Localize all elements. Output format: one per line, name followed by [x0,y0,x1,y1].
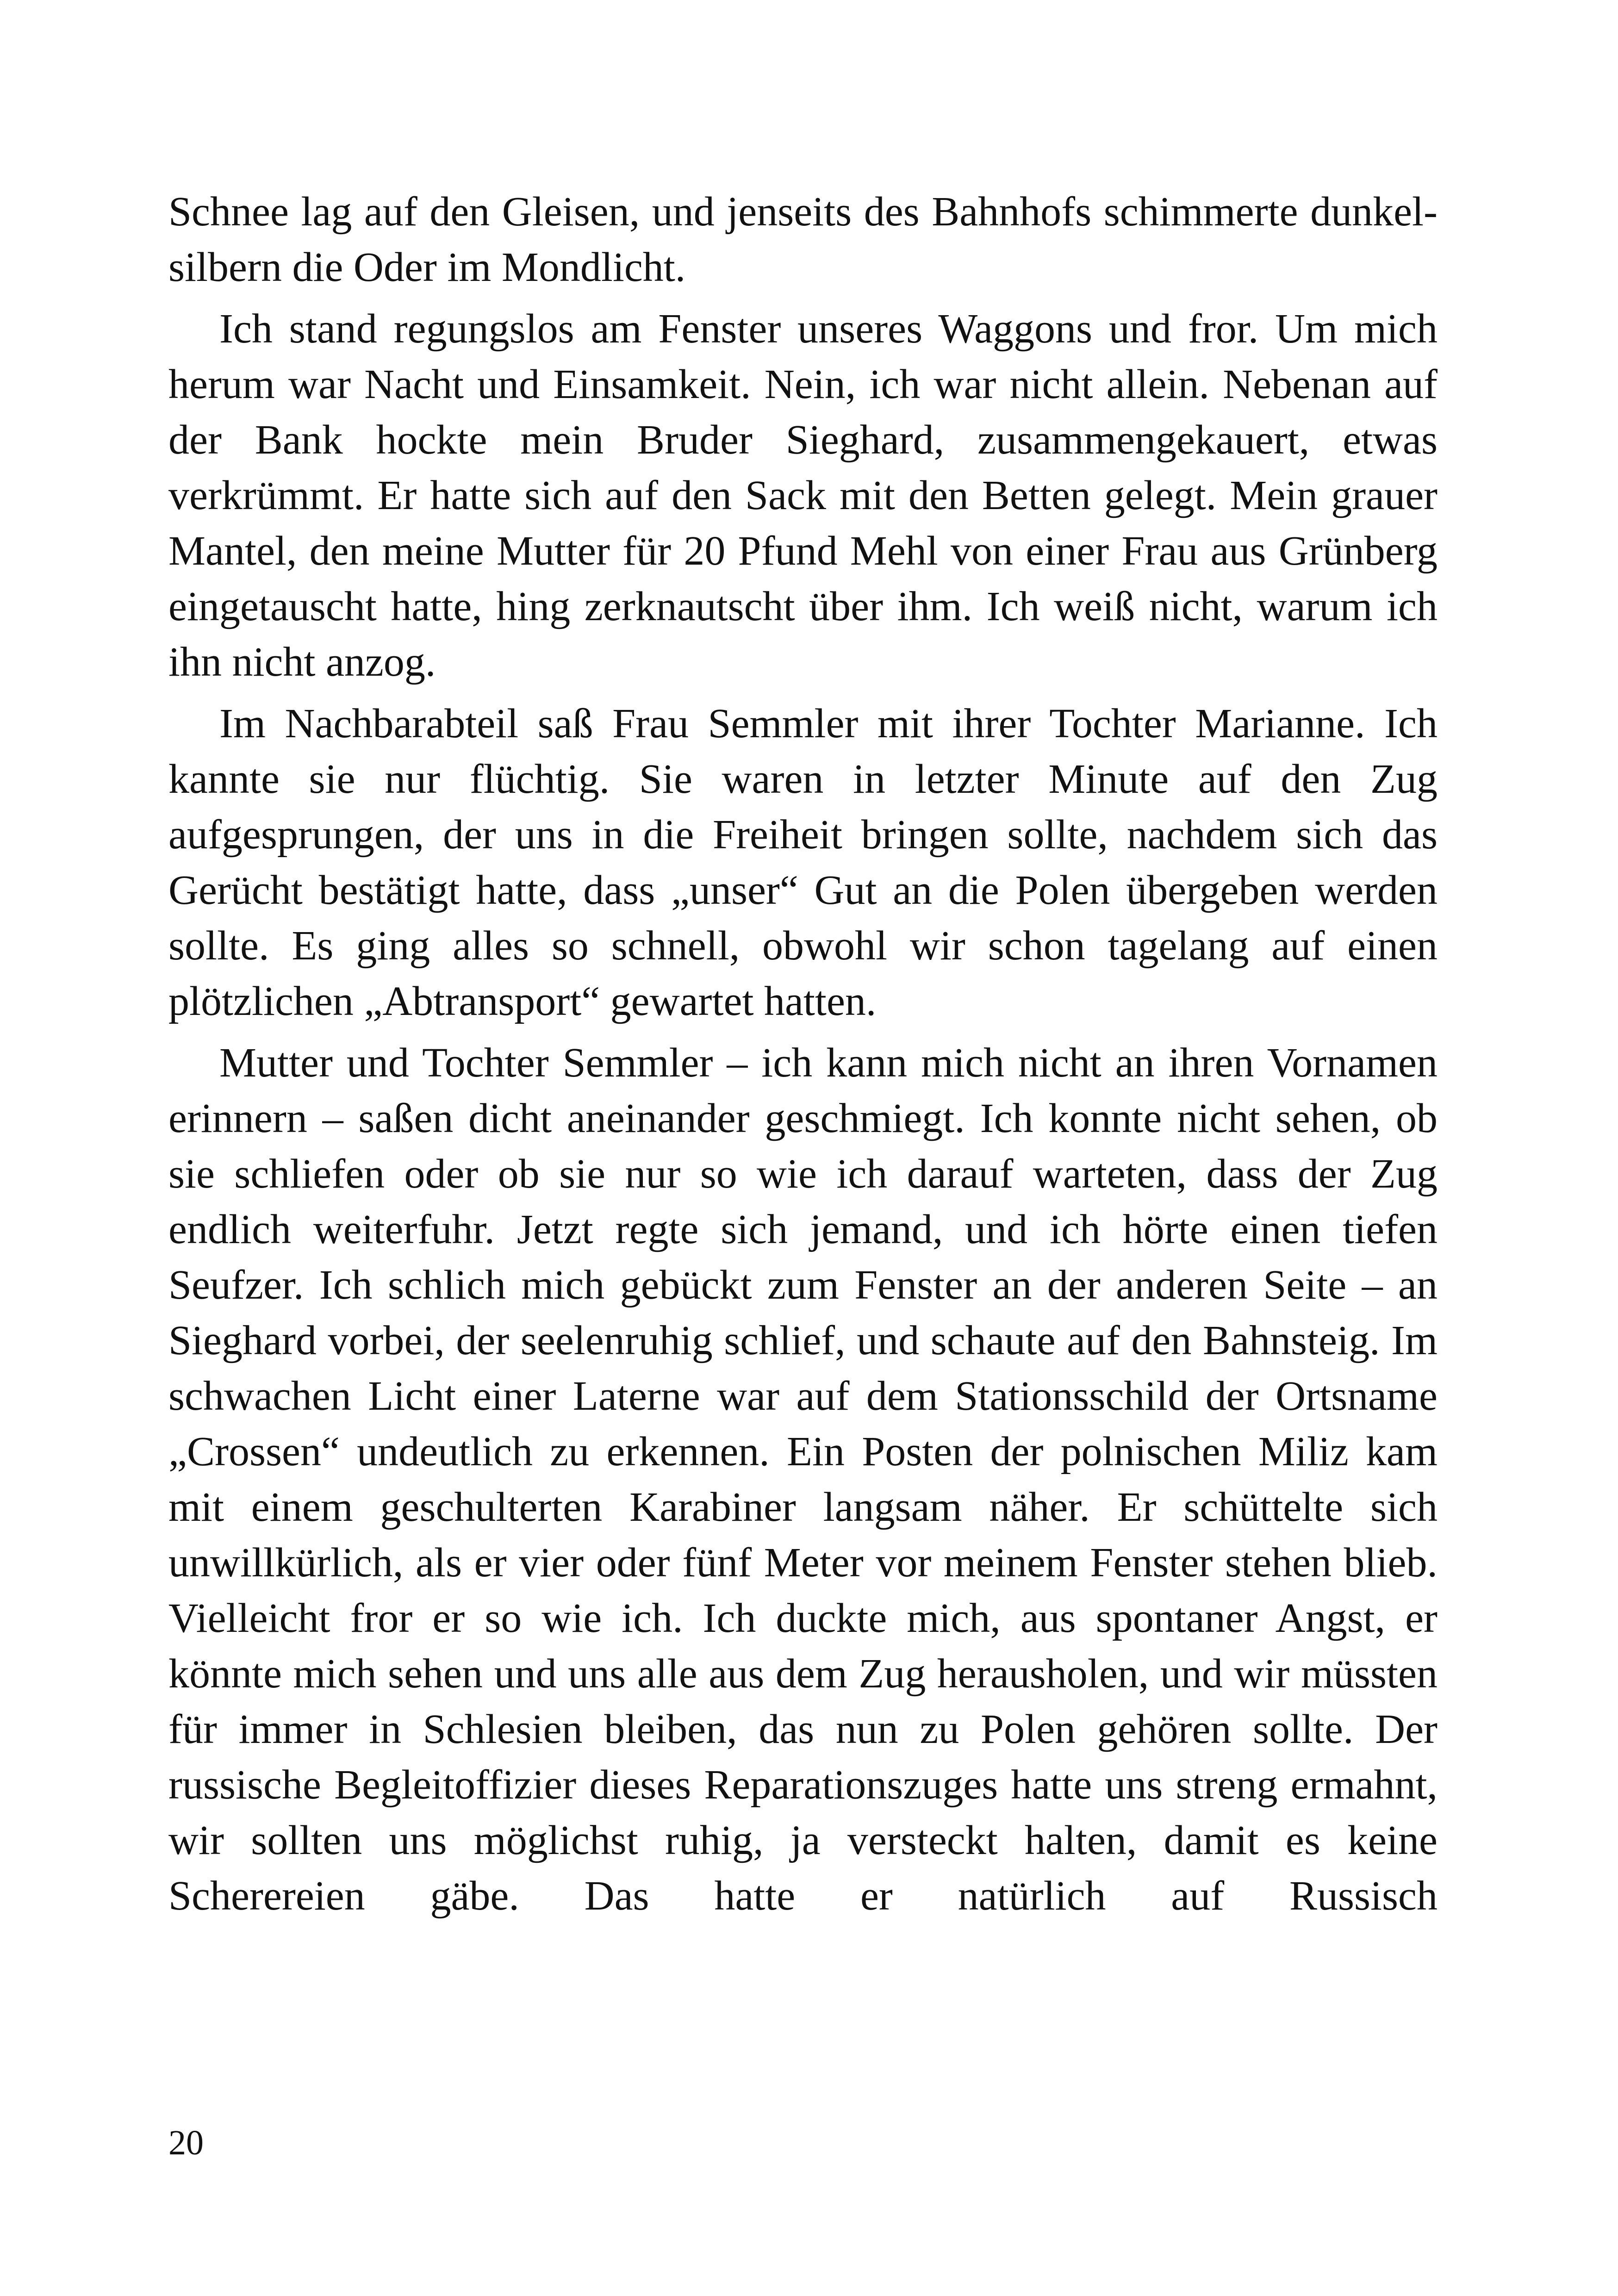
paragraph-3: Im Nachbarabteil saß Frau Semmler mit ihrer Tochter Marianne. Ich kannte sie nur flüchtig. Sie waren in letzter Minute auf den Zug aufgesprungen, der uns in die Freiheit bringen sollte, nachdem sich das Gerücht bestätigt hatte, dass „unser“ Gut an die Polen übergeben werden sollte. Es ging alles so schnell, obwohl wir schon tagelang auf einen plötzlichen „Abtransport“ gewartet hatten. [168,701,1438,1024]
body-text [168,184,1438,1924]
paragraph-1: Schnee lag auf den Gleisen, und jenseits des Bahnhofs schimmerte dunkel-silbern die Oder im Mondlicht. [168,189,1438,290]
paragraph-2: Ich stand regungslos am Fenster unseres Waggons und fror. Um mich herum war Nacht und Einsamkeit. Nein, ich war nicht allein. Nebenan auf der Bank hockte mein Bruder Sieghard, zusammengekauert, etwas verkrümmt. Er hatte sich auf den Sack mit den Betten gelegt. Mein grauer Mantel, den meine Mutter für 20 Pfund Mehl von einer Frau aus Grünberg eingetauscht hatte, hing zerknautscht über ihm. Ich weiß nicht, warum ich ihn nicht anzog. [168,306,1438,685]
page-number: 20 [168,2123,204,2162]
paragraph-4: Mutter und Tochter Semmler – ich kann mich nicht an ihren Vornamen erinnern – saßen dicht aneinander geschmiegt. Ich konnte nicht sehen, ob sie schliefen oder ob sie nur so wie ich darauf warteten, dass der Zug endlich weiterfuhr. Jetzt regte sich jemand, und ich hörte einen tiefen Seufzer. Ich schlich mich gebückt zum Fenster an der anderen Seite – an Sieghard vorbei, der seelenruhig schlief, und schaute auf den Bahnsteig. Im schwachen Licht einer Laterne war auf dem Stationsschild der Ortsname „Crossen“ undeutlich zu erkennen. Ein Posten der polnischen Miliz kam mit einem geschulterten Karabiner langsam näher. Er schüttelte sich unwillkürlich, als er vier oder fünf Meter vor meinem Fenster stehen blieb. Vielleicht fror er so wie ich. Ich duckte mich, aus spontaner Angst, er könnte mich sehen und uns alle aus dem Zug herausholen, und wir müssten für immer in Schlesien bleiben, das nun zu Polen gehören sollte. Der russische Begleitoffizier dieses Reparationszuges hatte uns streng ermahnt, wir sollten uns möglichst ruhig, ja versteckt halten, damit es keine Scherereien gäbe. Das hatte er natürlich auf Russisch [168,1040,1438,1919]
